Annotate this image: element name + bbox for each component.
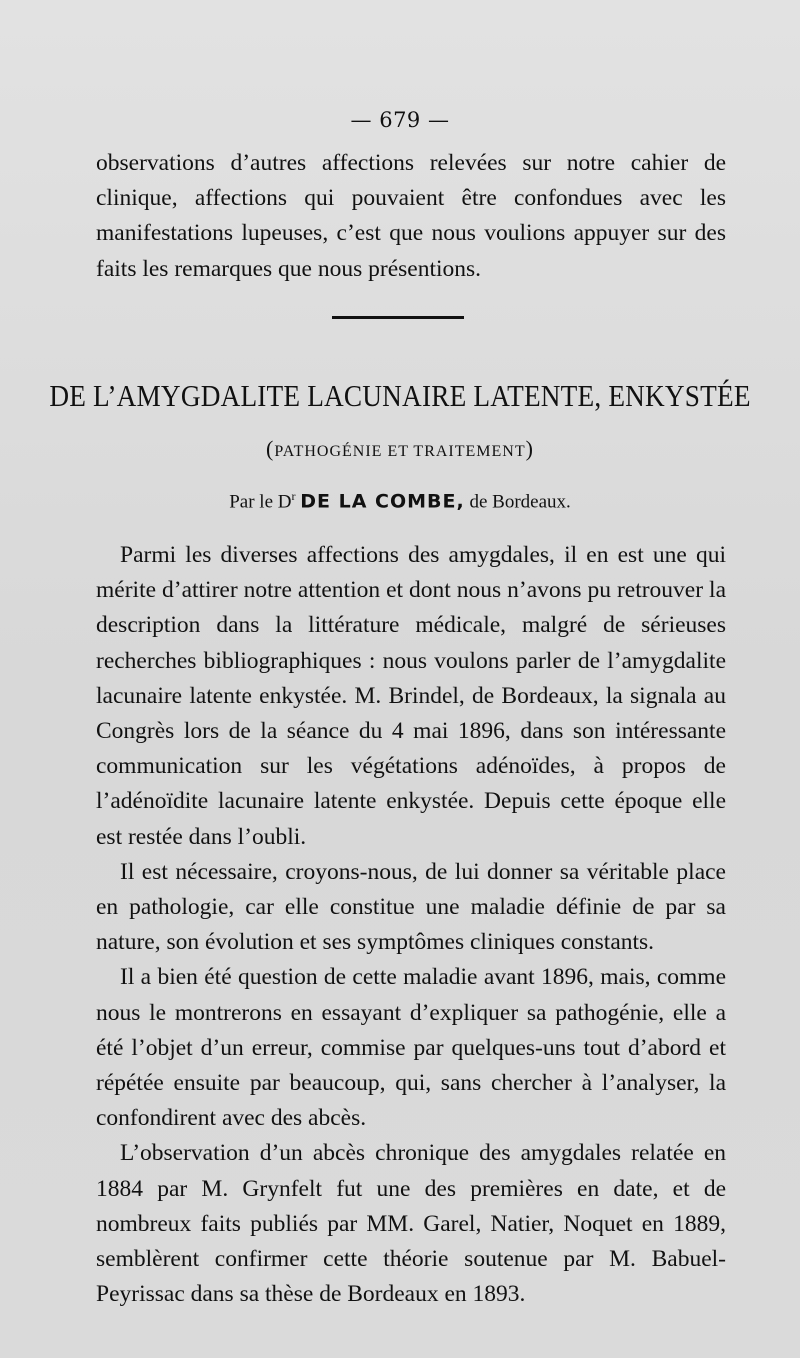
body-paragraph-2: Il est nécessaire, croyons-nous, de lui donner sa véritable place en pathologie, car elle constitue une maladie définie de par sa nature, son évolution et ses symptômes cliniques constants.	[96, 858, 726, 956]
subtitle-close-paren: )	[525, 436, 534, 461]
article-title: DE L’AMYGDALITE LACUNAIRE LATENTE, ENKYSTÉE	[49, 378, 751, 413]
page-number: — 679 —	[350, 108, 450, 132]
article-body	[96, 538, 726, 1312]
subtitle-open-paren: (	[266, 436, 275, 461]
section-divider	[332, 316, 464, 319]
article-subtitle	[0, 436, 800, 462]
byline-author: DE LA COMBE,	[300, 490, 465, 513]
body-paragraph-3: Il a bien été question de cette maladie avant 1896, mais, comme nous le montrerons en essayant d’expliquer sa pathogénie, elle a été l’objet d’un erreur, commise par quelques-uns tout d’abord et répétée ensuite par beaucoup, qui, sans chercher à l’analyser, la confondirent avec des abcès.	[96, 964, 726, 1132]
byline-suffix: de Bordeaux.	[469, 491, 571, 513]
continuation-paragraph: observations d’autres affections relevées sur notre cahier de clinique, affections qui pouvaient être confondues avec les manifestations lupeuses, c’est que nous voulions appuyer sur des faits les remarques que nous présentions.	[96, 150, 726, 282]
byline-sup: r	[291, 489, 296, 503]
byline-prefix: Par le D	[229, 491, 292, 513]
byline	[0, 489, 800, 513]
continuation-text	[96, 146, 726, 287]
body-paragraph-4: L’observation d’un abcès chronique des amygdales relatée en 1884 par M. Grynfelt fut une des premières en date, et de nombreux faits publiés par MM. Garel, Natier, Noquet en 1889, semblèrent confirmer cette théorie soutenue par M. Babuel-Peyrissac dans sa thèse de Bordeaux en 1893.	[96, 1140, 726, 1308]
subtitle-text: PATHOGÉNIE ET TRAITEMENT	[274, 443, 526, 460]
body-paragraph-1: Parmi les diverses affections des amygdales, il en est une qui mérite d’attirer notre attention et dont nous n’avons pu retrouver la description dans la littérature médicale, malgré de sérieuses recherches bibliographiques : nous voulons parler de l’amygdalite lacunaire latente enkystée. M. Brindel, de Bordeaux, la signala au Congrès lors de la séance du 4 mai 1896, dans son intéressante communication sur les végétations adénoïdes, à propos de l’adénoïdite lacunaire latente enkystée. Depuis cette époque elle est restée dans l’oubli.	[96, 542, 726, 850]
